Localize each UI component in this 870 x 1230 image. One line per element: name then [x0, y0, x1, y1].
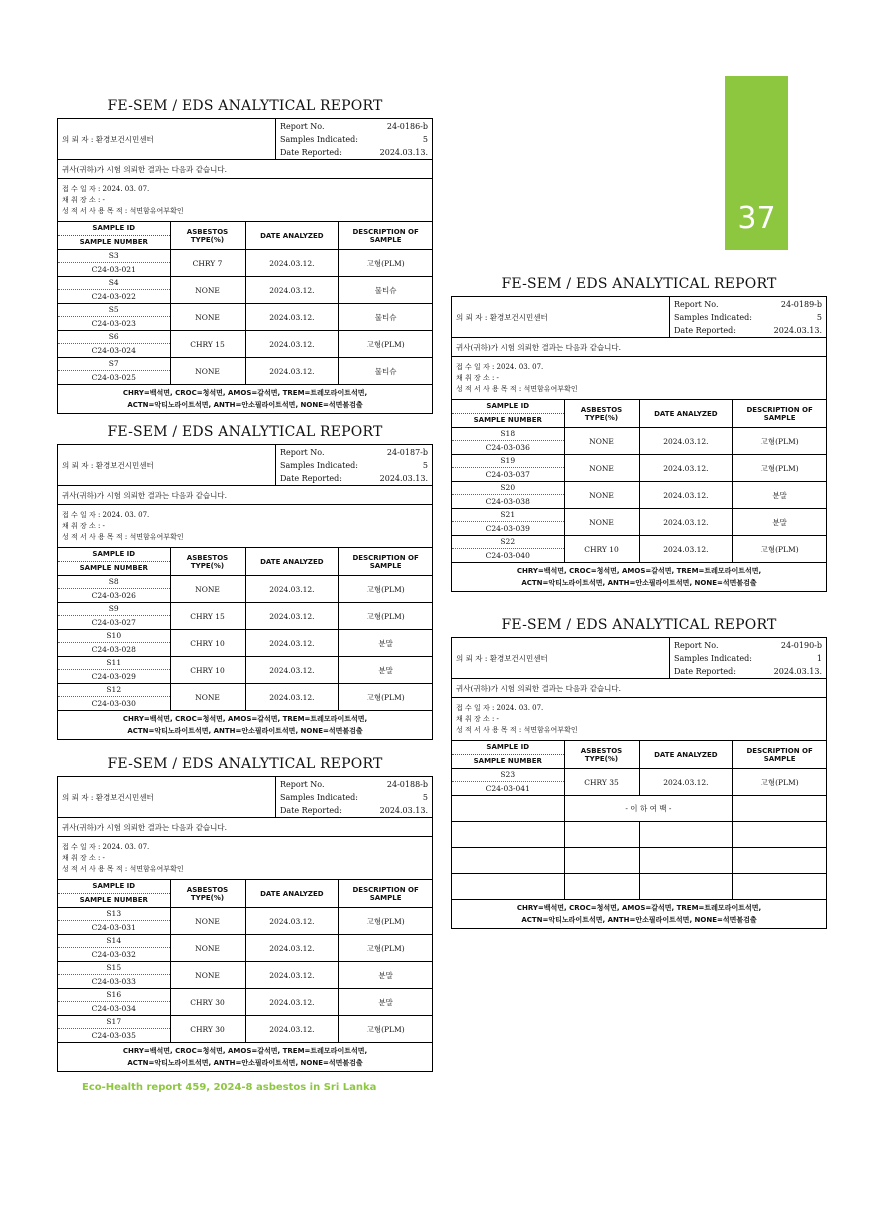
date-analyzed: 2024.03.12. — [639, 482, 733, 509]
header-sample-number: SAMPLE NUMBER — [79, 238, 148, 246]
legend-line-2: ACTN=악티노라이트석면, ANTH=안소필라이트석면, NONE=석면불검출 — [521, 579, 757, 587]
receipt-info — [452, 698, 827, 741]
report-no-label: Report No. — [674, 641, 719, 650]
result-statement: 귀사(귀하)가 시험 의뢰한 결과는 다음과 같습니다. — [58, 486, 433, 505]
report-purpose: 성 적 서 사 용 목 적 : 석면함유여부확인 — [62, 864, 184, 873]
asbestos-type: NONE — [170, 304, 245, 331]
date-analyzed: 2024.03.12. — [639, 509, 733, 536]
sample-description: 분말 — [733, 509, 827, 536]
received-date: 접 수 일 자 : 2024. 03. 07. — [456, 703, 544, 712]
sample-id: S5 — [58, 304, 170, 317]
collection-place: 채 취 장 소 : - — [62, 195, 105, 204]
receipt-info — [452, 357, 827, 400]
result-statement: 귀사(귀하)가 시험 의뢰한 결과는 다음과 같습니다. — [452, 338, 827, 357]
sample-id: S10 — [58, 630, 170, 643]
analytical-report — [57, 96, 433, 414]
column-header-row — [58, 548, 433, 576]
legend — [58, 385, 433, 414]
report-table — [57, 118, 433, 414]
legend — [58, 711, 433, 740]
result-statement: 귀사(귀하)가 시험 의뢰한 결과는 다음과 같습니다. — [58, 160, 433, 179]
legend-line-2: ACTN=악티노라이트석면, ANTH=안소필라이트석면, NONE=석면불검출 — [127, 401, 363, 409]
samples-indicated-label: Samples Indicated: — [674, 313, 752, 322]
date-analyzed: 2024.03.12. — [245, 250, 339, 277]
header-sample-id: SAMPLE ID — [452, 400, 564, 414]
column-header-row — [58, 222, 433, 250]
sample-description: 고형(PLM) — [339, 1016, 433, 1043]
table-row — [58, 358, 433, 385]
date-analyzed: 2024.03.12. — [245, 304, 339, 331]
result-statement: 귀사(귀하)가 시험 의뢰한 결과는 다음과 같습니다. — [58, 818, 433, 837]
header-sample: SAMPLE — [763, 413, 796, 422]
asbestos-type: NONE — [170, 277, 245, 304]
date-reported-label: Date Reported: — [674, 326, 736, 335]
requester: 의 뢰 자 : 환경보건시민센터 — [58, 777, 276, 817]
report-purpose: 성 적 서 사 용 목 적 : 석면함유여부확인 — [456, 725, 578, 734]
sample-description: 분말 — [339, 630, 433, 657]
date-analyzed: 2024.03.12. — [245, 935, 339, 962]
page-number-tab — [725, 76, 788, 250]
asbestos-type: NONE — [170, 962, 245, 989]
legend-line-1: CHRY=백석면, CROC=청석면, AMOS=갈석면, TREM=트레모라이트석면, — [122, 715, 368, 723]
header-asbestos: ASBESTOS — [580, 405, 623, 414]
sample-number: C24-03-022 — [91, 292, 136, 301]
asbestos-type: NONE — [170, 358, 245, 385]
samples-indicated-label: Samples Indicated: — [674, 654, 752, 663]
header-sample: SAMPLE — [369, 235, 402, 244]
header-asbestos: ASBESTOS — [186, 553, 229, 562]
asbestos-type: NONE — [170, 684, 245, 711]
asbestos-type: NONE — [170, 908, 245, 935]
footer-caption: Eco-Health report 459, 2024-8 asbestos in Sri Lanka — [82, 1082, 377, 1093]
table-row — [58, 603, 433, 630]
sample-number: C24-03-031 — [91, 923, 136, 932]
sample-description: 물티슈 — [339, 304, 433, 331]
column-header-row — [58, 880, 433, 908]
sample-id: S17 — [58, 1016, 170, 1029]
sample-description: 분말 — [339, 962, 433, 989]
date-analyzed: 2024.03.12. — [639, 536, 733, 563]
legend-line-1: CHRY=백석면, CROC=청석면, AMOS=갈석면, TREM=트레모라이트석면, — [122, 389, 368, 397]
sample-number: C24-03-041 — [485, 784, 530, 793]
report-title: FE-SEM / EDS ANALYTICAL REPORT — [107, 424, 383, 440]
header-sample-id: SAMPLE ID — [58, 548, 170, 562]
sample-number: C24-03-037 — [485, 470, 530, 479]
header-sample-id: SAMPLE ID — [58, 880, 170, 894]
received-date: 접 수 일 자 : 2024. 03. 07. — [62, 510, 150, 519]
table-row — [58, 1016, 433, 1043]
report-title: FE-SEM / EDS ANALYTICAL REPORT — [501, 617, 777, 633]
report-no: 24-0190-b — [780, 641, 822, 650]
header-type: TYPE(%) — [584, 413, 619, 422]
samples-indicated-label: Samples Indicated: — [280, 793, 358, 802]
asbestos-type: CHRY 10 — [564, 536, 639, 563]
table-row — [452, 455, 827, 482]
header-sample: SAMPLE — [763, 754, 796, 763]
table-row — [58, 630, 433, 657]
legend — [452, 563, 827, 592]
samples-indicated: 1 — [816, 654, 822, 663]
received-date: 접 수 일 자 : 2024. 03. 07. — [62, 184, 150, 193]
report-title: FE-SEM / EDS ANALYTICAL REPORT — [107, 756, 383, 772]
table-row — [58, 576, 433, 603]
report-table — [57, 444, 433, 740]
date-reported: 2024.03.13. — [773, 667, 822, 676]
asbestos-type: CHRY 10 — [170, 630, 245, 657]
page-number: 37 — [737, 201, 776, 236]
date-analyzed: 2024.03.12. — [245, 657, 339, 684]
report-table — [451, 637, 827, 929]
empty-row — [452, 874, 827, 900]
received-date: 접 수 일 자 : 2024. 03. 07. — [456, 362, 544, 371]
requester: 의 뢰 자 : 환경보건시민센터 — [58, 445, 276, 485]
date-analyzed: 2024.03.12. — [245, 358, 339, 385]
sample-description: 물티슈 — [339, 277, 433, 304]
report-header-row — [58, 777, 433, 818]
sample-description: 고형(PLM) — [339, 935, 433, 962]
header-date-analyzed: DATE ANALYZED — [260, 557, 324, 566]
table-row — [58, 908, 433, 935]
legend-line-1: CHRY=백석면, CROC=청석면, AMOS=갈석면, TREM=트레모라이트석면, — [516, 567, 762, 575]
empty-row — [452, 822, 827, 848]
sample-number: C24-03-026 — [91, 591, 136, 600]
table-row — [58, 331, 433, 358]
sample-number: C24-03-033 — [91, 977, 136, 986]
asbestos-type: NONE — [564, 509, 639, 536]
asbestos-type: NONE — [170, 935, 245, 962]
samples-indicated: 5 — [422, 461, 428, 470]
report-header-row — [58, 119, 433, 160]
sample-number: C24-03-021 — [91, 265, 136, 274]
analytical-report — [57, 754, 433, 1072]
sample-number: C24-03-035 — [91, 1031, 136, 1040]
asbestos-type: NONE — [170, 576, 245, 603]
date-analyzed: 2024.03.12. — [245, 962, 339, 989]
report-meta — [276, 777, 432, 817]
header-date-analyzed: DATE ANALYZED — [654, 750, 718, 759]
asbestos-type: NONE — [564, 428, 639, 455]
header-sample-number: SAMPLE NUMBER — [79, 564, 148, 572]
sample-description: 분말 — [733, 482, 827, 509]
date-analyzed: 2024.03.12. — [639, 428, 733, 455]
report-meta — [670, 297, 826, 337]
date-analyzed: 2024.03.12. — [639, 455, 733, 482]
samples-indicated: 5 — [422, 135, 428, 144]
date-analyzed: 2024.03.12. — [639, 769, 733, 796]
header-description-of: DESCRIPTION OF — [746, 405, 813, 414]
header-sample-number: SAMPLE NUMBER — [473, 416, 542, 424]
report-no-label: Report No. — [280, 448, 325, 457]
end-marker-row — [452, 796, 827, 822]
table-row — [452, 536, 827, 563]
sample-description: 고형(PLM) — [339, 250, 433, 277]
date-reported-label: Date Reported: — [280, 806, 342, 815]
report-title: FE-SEM / EDS ANALYTICAL REPORT — [501, 276, 777, 292]
analytical-report — [57, 422, 433, 740]
report-header-row — [452, 297, 827, 338]
report-table — [57, 776, 433, 1072]
date-analyzed: 2024.03.12. — [245, 576, 339, 603]
table-row — [58, 962, 433, 989]
samples-indicated-label: Samples Indicated: — [280, 461, 358, 470]
table-row — [452, 769, 827, 796]
sample-number: C24-03-034 — [91, 1004, 136, 1013]
header-sample: SAMPLE — [369, 561, 402, 570]
asbestos-type: CHRY 7 — [170, 250, 245, 277]
legend — [58, 1043, 433, 1072]
header-sample: SAMPLE — [369, 893, 402, 902]
sample-id: S13 — [58, 908, 170, 921]
analytical-report — [451, 615, 827, 929]
header-date-analyzed: DATE ANALYZED — [260, 889, 324, 898]
received-date: 접 수 일 자 : 2024. 03. 07. — [62, 842, 150, 851]
legend-line-2: ACTN=악티노라이트석면, ANTH=안소필라이트석면, NONE=석면불검출 — [127, 727, 363, 735]
report-no-label: Report No. — [280, 122, 325, 131]
sample-id: S6 — [58, 331, 170, 344]
sample-number: C24-03-025 — [91, 373, 136, 382]
header-description-of: DESCRIPTION OF — [352, 227, 419, 236]
report-meta — [670, 638, 826, 678]
sample-description: 고형(PLM) — [339, 684, 433, 711]
table-row — [58, 250, 433, 277]
analytical-report — [451, 274, 827, 592]
collection-place: 채 취 장 소 : - — [456, 373, 499, 382]
receipt-info — [58, 505, 433, 548]
sample-number: C24-03-032 — [91, 950, 136, 959]
asbestos-type: CHRY 35 — [564, 769, 639, 796]
asbestos-type: CHRY 30 — [170, 989, 245, 1016]
report-meta — [276, 445, 432, 485]
sample-id: S11 — [58, 657, 170, 670]
sample-number: C24-03-036 — [485, 443, 530, 452]
requester: 의 뢰 자 : 환경보건시민센터 — [58, 119, 276, 159]
header-sample-id: SAMPLE ID — [58, 222, 170, 236]
sample-id: S8 — [58, 576, 170, 589]
sample-id: S4 — [58, 277, 170, 290]
sample-description: 분말 — [339, 989, 433, 1016]
date-analyzed: 2024.03.12. — [245, 331, 339, 358]
report-purpose: 성 적 서 사 용 목 적 : 석면함유여부확인 — [456, 384, 578, 393]
report-header-row — [452, 638, 827, 679]
report-no-label: Report No. — [674, 300, 719, 309]
date-reported-label: Date Reported: — [280, 148, 342, 157]
collection-place: 채 취 장 소 : - — [62, 521, 105, 530]
receipt-info — [58, 179, 433, 222]
sample-number: C24-03-040 — [485, 551, 530, 560]
end-marker: - 이 하 여 백 - — [564, 796, 733, 822]
asbestos-type: CHRY 15 — [170, 603, 245, 630]
date-analyzed: 2024.03.12. — [245, 908, 339, 935]
asbestos-type: NONE — [564, 482, 639, 509]
samples-indicated-label: Samples Indicated: — [280, 135, 358, 144]
sample-description: 고형(PLM) — [733, 769, 827, 796]
header-type: TYPE(%) — [190, 561, 225, 570]
sample-number: C24-03-029 — [91, 672, 136, 681]
requester: 의 뢰 자 : 환경보건시민센터 — [452, 297, 670, 337]
sample-description: 고형(PLM) — [733, 428, 827, 455]
header-date-analyzed: DATE ANALYZED — [260, 231, 324, 240]
sample-id: S23 — [452, 769, 564, 782]
report-no: 24-0189-b — [780, 300, 822, 309]
table-row — [58, 304, 433, 331]
date-reported-label: Date Reported: — [280, 474, 342, 483]
sample-id: S16 — [58, 989, 170, 1002]
report-purpose: 성 적 서 사 용 목 적 : 석면함유여부확인 — [62, 206, 184, 215]
header-asbestos: ASBESTOS — [186, 227, 229, 236]
header-description-of: DESCRIPTION OF — [352, 553, 419, 562]
samples-indicated: 5 — [816, 313, 822, 322]
table-row — [452, 509, 827, 536]
date-reported: 2024.03.13. — [773, 326, 822, 335]
table-row — [58, 277, 433, 304]
sample-description: 고형(PLM) — [339, 576, 433, 603]
table-row — [452, 428, 827, 455]
sample-id: S3 — [58, 250, 170, 263]
report-purpose: 성 적 서 사 용 목 적 : 석면함유여부확인 — [62, 532, 184, 541]
header-sample-number: SAMPLE NUMBER — [79, 896, 148, 904]
asbestos-type: CHRY 10 — [170, 657, 245, 684]
header-type: TYPE(%) — [584, 754, 619, 763]
header-sample-number: SAMPLE NUMBER — [473, 757, 542, 765]
header-description-of: DESCRIPTION OF — [746, 746, 813, 755]
header-sample-id: SAMPLE ID — [452, 741, 564, 755]
sample-id: S9 — [58, 603, 170, 616]
receipt-info — [58, 837, 433, 880]
sample-number: C24-03-024 — [91, 346, 136, 355]
legend-line-2: ACTN=악티노라이트석면, ANTH=안소필라이트석면, NONE=석면불검출 — [127, 1059, 363, 1067]
report-no: 24-0188-b — [386, 780, 428, 789]
legend-line-1: CHRY=백석면, CROC=청석면, AMOS=갈석면, TREM=트레모라이트석면, — [516, 904, 762, 912]
sample-description: 물티슈 — [339, 358, 433, 385]
date-reported: 2024.03.13. — [379, 806, 428, 815]
date-analyzed: 2024.03.12. — [245, 989, 339, 1016]
table-row — [58, 935, 433, 962]
report-meta — [276, 119, 432, 159]
column-header-row — [452, 741, 827, 769]
legend — [452, 900, 827, 929]
sample-description: 고형(PLM) — [339, 908, 433, 935]
table-row — [58, 989, 433, 1016]
asbestos-type: NONE — [564, 455, 639, 482]
date-analyzed: 2024.03.12. — [245, 603, 339, 630]
report-no: 24-0186-b — [386, 122, 428, 131]
sample-number: C24-03-030 — [91, 699, 136, 708]
sample-number: C24-03-039 — [485, 524, 530, 533]
legend-line-2: ACTN=악티노라이트석면, ANTH=안소필라이트석면, NONE=석면불검출 — [521, 916, 757, 924]
header-asbestos: ASBESTOS — [186, 885, 229, 894]
report-no: 24-0187-b — [386, 448, 428, 457]
sample-number: C24-03-027 — [91, 618, 136, 627]
sample-id: S18 — [452, 428, 564, 441]
report-title: FE-SEM / EDS ANALYTICAL REPORT — [107, 98, 383, 114]
report-header-row — [58, 445, 433, 486]
date-analyzed: 2024.03.12. — [245, 1016, 339, 1043]
asbestos-type: CHRY 15 — [170, 331, 245, 358]
collection-place: 채 취 장 소 : - — [62, 853, 105, 862]
date-reported-label: Date Reported: — [674, 667, 736, 676]
sample-id: S15 — [58, 962, 170, 975]
asbestos-type: CHRY 30 — [170, 1016, 245, 1043]
empty-row — [452, 848, 827, 874]
sample-id: S20 — [452, 482, 564, 495]
sample-description: 고형(PLM) — [339, 331, 433, 358]
sample-id: S7 — [58, 358, 170, 371]
sample-id: S12 — [58, 684, 170, 697]
legend-line-1: CHRY=백석면, CROC=청석면, AMOS=갈석면, TREM=트레모라이트석면, — [122, 1047, 368, 1055]
date-reported: 2024.03.13. — [379, 474, 428, 483]
report-table — [451, 296, 827, 592]
table-row — [452, 482, 827, 509]
sample-description: 고형(PLM) — [733, 455, 827, 482]
header-date-analyzed: DATE ANALYZED — [654, 409, 718, 418]
date-analyzed: 2024.03.12. — [245, 684, 339, 711]
header-type: TYPE(%) — [190, 235, 225, 244]
header-type: TYPE(%) — [190, 893, 225, 902]
result-statement: 귀사(귀하)가 시험 의뢰한 결과는 다음과 같습니다. — [452, 679, 827, 698]
sample-id: S14 — [58, 935, 170, 948]
sample-id: S21 — [452, 509, 564, 522]
sample-id: S22 — [452, 536, 564, 549]
sample-description: 고형(PLM) — [733, 536, 827, 563]
table-row — [58, 657, 433, 684]
sample-number: C24-03-038 — [485, 497, 530, 506]
date-analyzed: 2024.03.12. — [245, 277, 339, 304]
sample-id: S19 — [452, 455, 564, 468]
date-reported: 2024.03.13. — [379, 148, 428, 157]
samples-indicated: 5 — [422, 793, 428, 802]
date-analyzed: 2024.03.12. — [245, 630, 339, 657]
sample-number: C24-03-023 — [91, 319, 136, 328]
report-no-label: Report No. — [280, 780, 325, 789]
header-description-of: DESCRIPTION OF — [352, 885, 419, 894]
header-asbestos: ASBESTOS — [580, 746, 623, 755]
sample-description: 분말 — [339, 657, 433, 684]
table-row — [58, 684, 433, 711]
requester: 의 뢰 자 : 환경보건시민센터 — [452, 638, 670, 678]
sample-number: C24-03-028 — [91, 645, 136, 654]
collection-place: 채 취 장 소 : - — [456, 714, 499, 723]
sample-description: 고형(PLM) — [339, 603, 433, 630]
column-header-row — [452, 400, 827, 428]
